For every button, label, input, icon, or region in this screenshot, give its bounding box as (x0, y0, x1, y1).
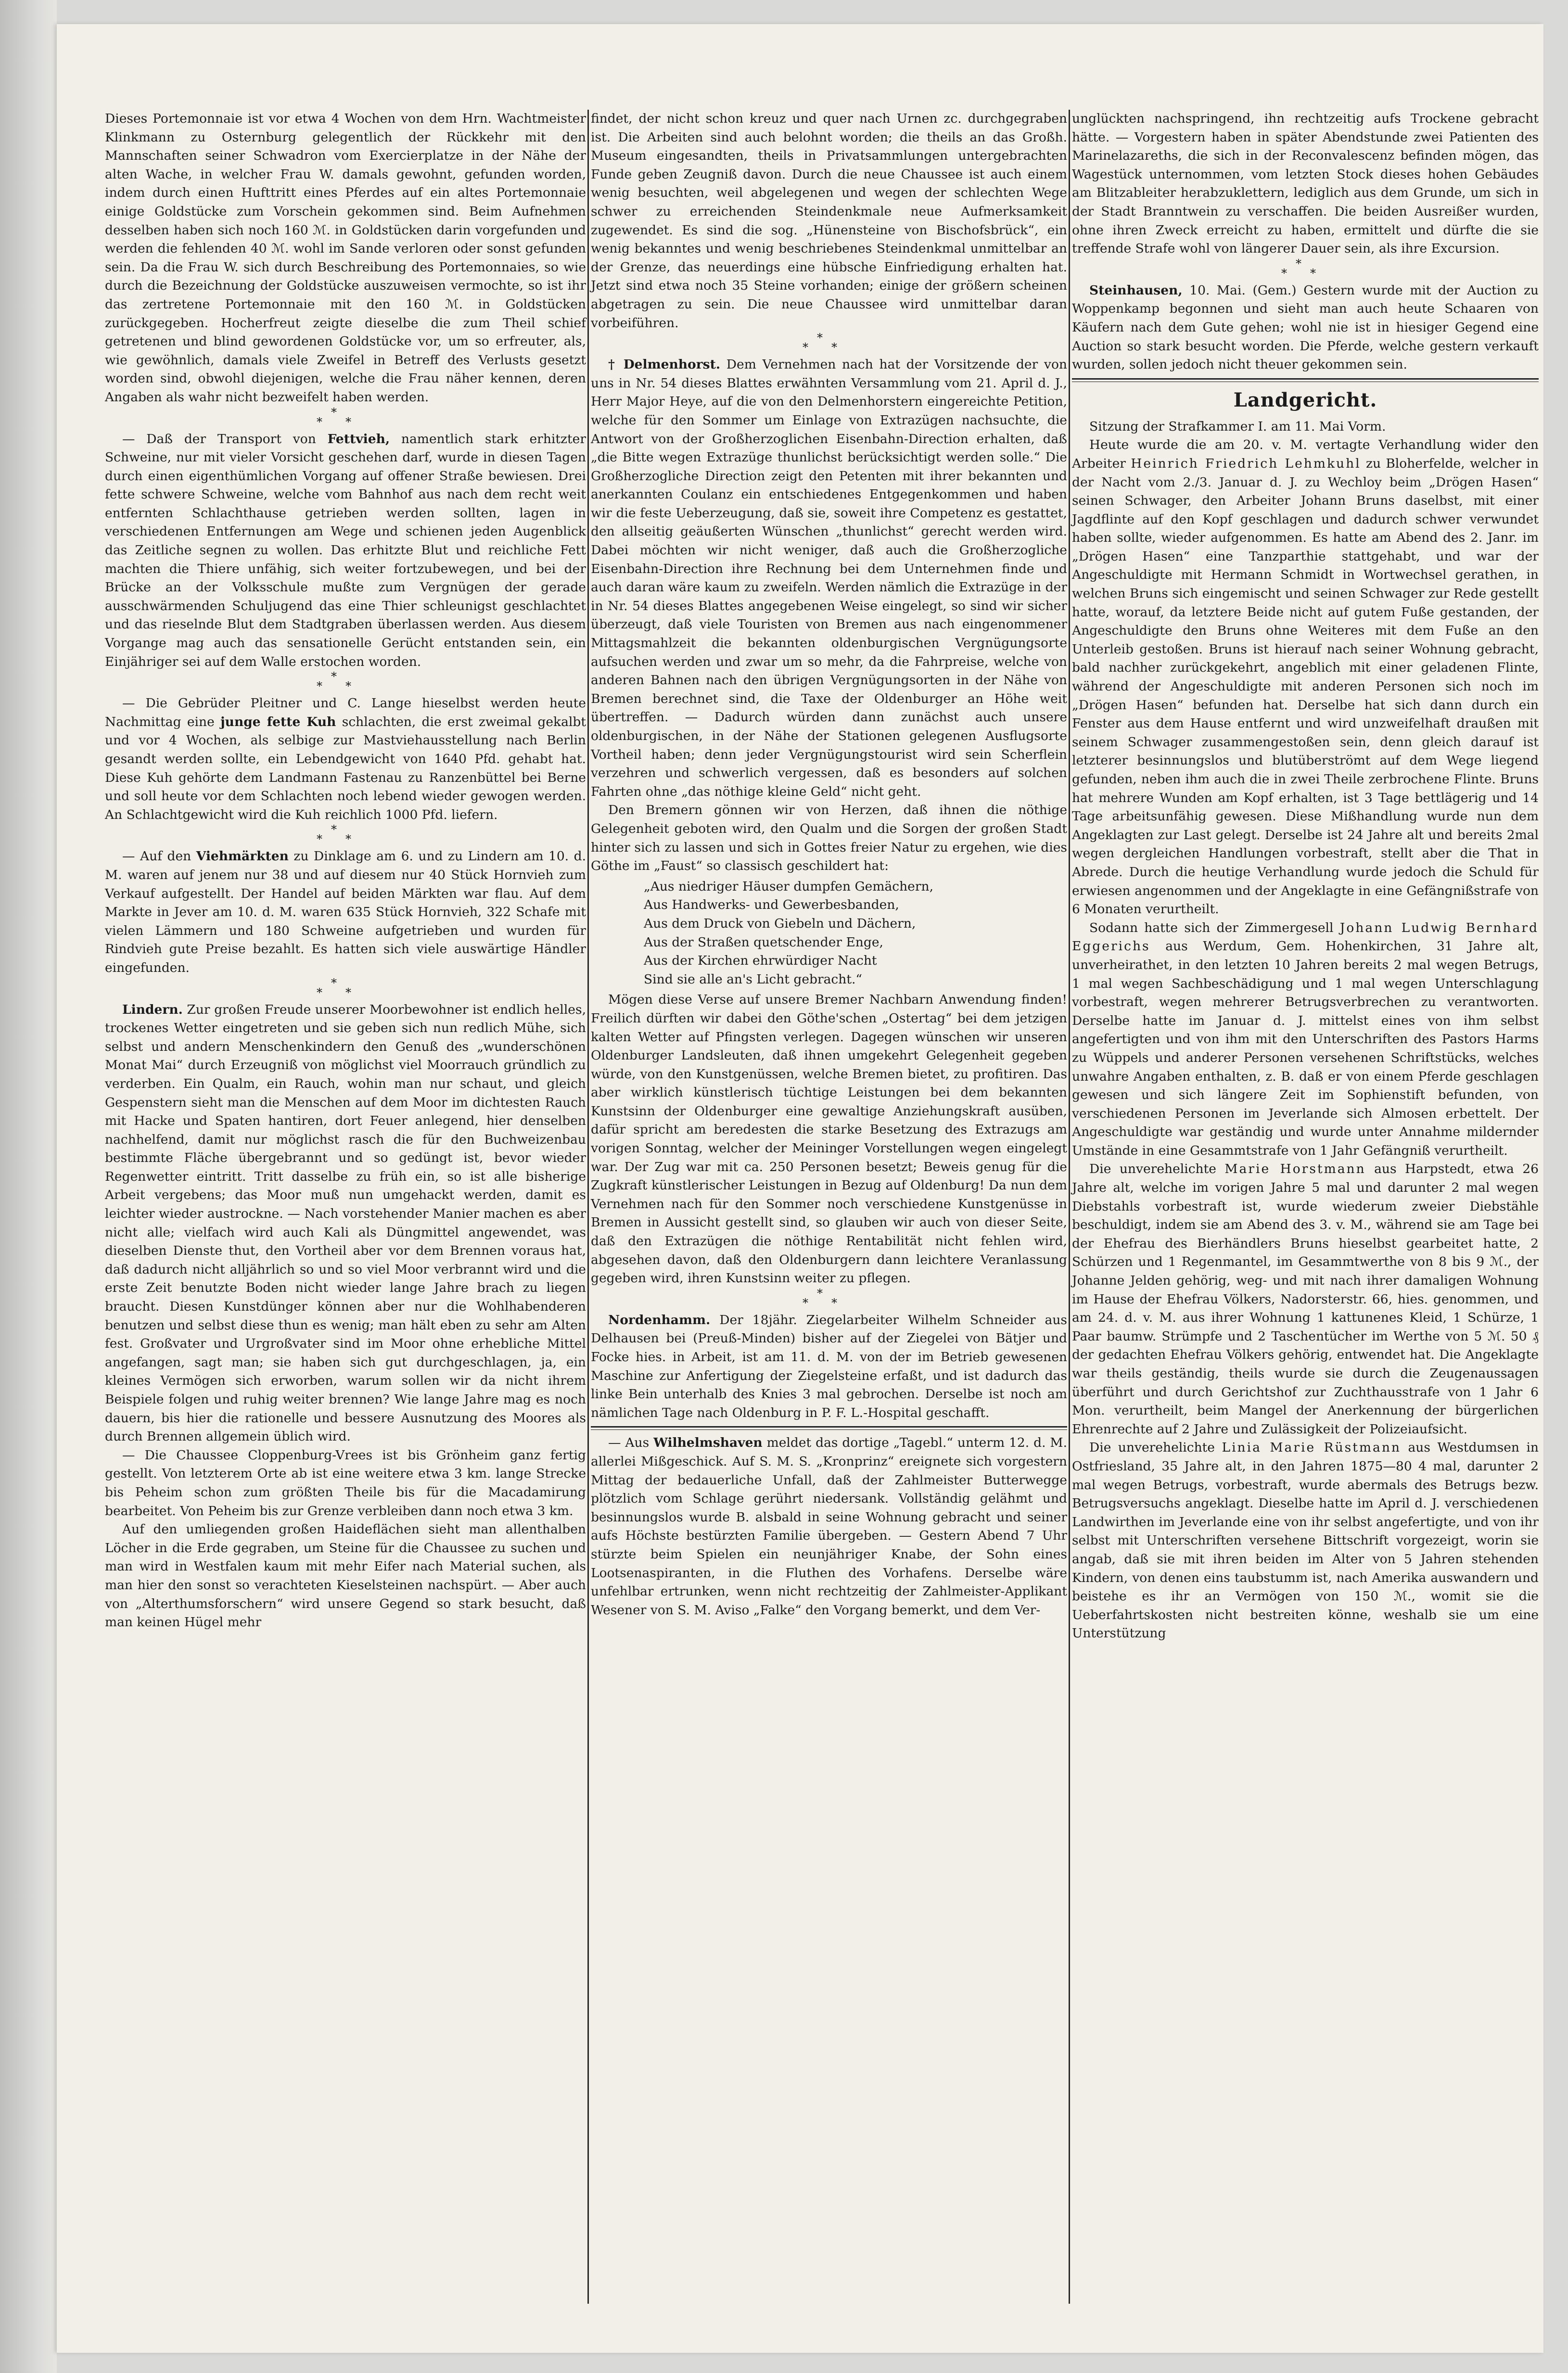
section-rule (1072, 378, 1539, 382)
section-separator: * * * (803, 331, 837, 355)
case-horstmann: Die unverehelichte Marie Horstmann aus Harpstedt, etwa 26 Jahre alt, welche im vorigen Jahre 5 mal und darunter 2 mal wegen Diebstahls vorbestraft ist, wurde wiederum zweier Diebstähle beschuldigt, indem sie am Abend des 3. v. M., während sie am Tage bei der Ehefrau des Bierhändlers Bruns hieselbst gearbeitet hatte, 2 Schürzen und 1 Regenmantel, im Gesammtwerthe von 8 bis 9 ℳ., der Johanne Jelden gehörig, weg- und mit nach ihrer damaligen Wohnung im Hause der Ehefrau Völkers, Nadorsterstr. 66, hies. genommen, und am 24. d. v. M. aus ihrer Wohnung 1 kattunenes Kleid, 1 Schürze, 1 Paar baumw. Strümpfe und 2 Taschentücher im Werthe von 5 ℳ. 50 ₰ der gedachten Ehefrau Völkers gehörig, entwendet hat. Die Angeklagte war theils geständig, theils wurde sie durch die Zeugenaussagen überführt und durch Gerichtshof zur Zuchthausstrafe von 1 Jahr 6 Mon. verurtheilt, beim Mangel der Anerkennung der bürgerlichen Ehrenrechte auf 2 Jahre und Zulässigkeit der Polizeiaufsicht. (1072, 1161, 1539, 1437)
article-viehmaerkte: — Auf den Viehmärkten zu Dinklage am 6. und zu Lindern am 10. d. M. waren auf jenem nur 38 und auf diesem nur 40 Stück Hornvieh zum Verkauf aufgestellt. Der Handel auf beiden Märkten war flau. Auf dem Markte in Jever am 10. d. M. waren 635 Stück Hornvieh, 322 Schafe mit vielen Lämmern und 180 Schweine aufgetrieben und wurden für Rindvieh gute Preise bezahlt. Es hatten sich viele auswärtige Händler eingefunden. (105, 849, 586, 975)
column-rule (587, 110, 589, 2304)
article-nordenhamm: Nordenhamm. Der 18jähr. Ziegelarbeiter Wilhelm Schneider aus Delhausen bei (Preuß-Minden) bisher auf der Ziegelei von Bätjer und Focke hies. in Arbeit, ist am 11. d. M. von der im Betrieb gewesenen Maschine zur Anfertigung der Ziegelsteine erfaßt, und ist dadurch das linke Bein unterhalb des Knies 3 mal gebrochen. Derselbe ist noch am nämlichen Tage nach Oldenburg in P. F. L.-Hospital geschafft. (591, 1312, 1067, 1420)
article-kunstgenuesse: Mögen diese Verse auf unsere Bremer Nachbarn Anwendung finden! Freilich dürften wir dabei den Göthe'schen „Ostertag“ bei dem jetzigen kalten Wetter auf Pfingsten verlegen. Dagegen wünschen wir unseren Oldenburger Landsleuten, daß ihnen umgekehrt Gelegenheit gegeben würde, von den Kunstgenüssen, welche Bremen bietet, zu profitiren. Das aber wirklich künstlerisch tüchtige Leistungen bei dem bekannten Kunstsinn der Oldenburger eine gewaltige Anziehungskraft ausüben, dafür spricht am beredesten die starke Besetzung des Extrazugs am vorigen Sonntag, welcher der Meininger Vorstellungen wegen eingelegt war. Der Zug war mit ca. 250 Personen besetzt; Beweis genug für die Zugkraft künstlerischer Leistungen in Bezug auf Oldenburg! Da nun dem Vernehmen nach für den Sommer noch verschiedene Kunstgenüsse in Bremen in Aussicht gestellt sind, so glauben wir auch von dieser Seite, daß den Extrazügen die nöthige Rentabilität nicht fehlen wird, abgesehen davon, daß den Oldenburgern dann leichtere Veranlassung gegeben wird, ihren Kunstsinn weiter zu pflegen. (591, 992, 1067, 1286)
section-separator: * * * (317, 405, 351, 429)
section-separator: * * * (317, 670, 351, 693)
column-rule (1069, 110, 1070, 2304)
section-rule (591, 1426, 1067, 1430)
court-session-line: Sitzung der Strafkammer I. am 11. Mai Vorm. (1089, 419, 1386, 434)
column-2 (591, 110, 1067, 1620)
article-huenensteine: findet, der nicht schon kreuz und quer nach Urnen zc. durchgegraben ist. Die Arbeiten sind auch belohnt worden; die theils an das Großh. Museum eingesandten, theils in Privatsammlungen untergebrachten Funde geben Zeugniß davon. Durch die neue Chaussee ist auch einem wenig besuchten, weil abgelegenen und wegen der schlechten Wege schwer zu erreichenden Steindenkmale neue Aufmerksamkeit zugewendet. Es sind die sog. „Hünensteine von Bischofsbrück“, ein wenig bekanntes und wenig beschriebenes Steindenkmal unmittelbar an der Grenze, das neuerdings eine hübsche Einfriedigung erhalten hat. Jetzt sind etwa noch 35 Steine vorhanden; einige der größern scheinen abgetragen zu sein. Die neue Chaussee wird unmittelbar daran vorbeiführen. (591, 111, 1067, 331)
case-lehmkuhl: Heute wurde die am 20. v. M. vertagte Verhandlung wider den Arbeiter Heinrich Friedrich Lehmkuhl zu Bloherfelde, welcher in der Nacht vom 2./3. Januar d. J. zu Wechloy beim „Drögen Hasen“ seinen Schwager, den Arbeiter Johann Bruns daselbst, mit einer Jagdflinte auf den Kopf geschlagen und dadurch schwer verwundet haben sollte, wieder aufgenommen. Es hatte am Abend des 2. Janr. im „Drögen Hasen“ eine Tanzparthie stattgehabt, und war der Angeschuldigte mit Hermann Schmidt in Wortwechsel gerathen, in welchen Bruns sich eingemischt und seinen Schwager zur Rede gestellt hatte, worauf, da letztere Beide nicht auf gutem Fuße gestanden, der Angeschuldigte den Bruns ohne Weiteres mit dem Fuße an den Unterleib gestoßen. Bruns ist hierauf nach seiner Wohnung gebracht, bald nachher zurückgekehrt, angeblich mit einer geladenen Flinte, während der Angeschuldigte mit anderen Personen sich noch im „Drögen Hasen“ befunden hat. Derselbe hat sich dann durch ein Fenster aus dem Hause entfernt und wird unzweifelhaft draußen mit seinem Schwager zusammengestoßen sein, denn gleich darauf ist letzterer besinnungslos und blutüberströmt auf dem Wege liegend gefunden, neben ihm auch die in zwei Theile zerbrochene Flinte. Bruns hat mehrere Wunden am Kopf erhalten, ist 3 Tage bettlägerig und 14 Tage arbeitsunfähig gewesen. Diese Mißhandlung wurde nun dem Angeklagten zur Last gelegt. Derselbe ist 24 Jahre alt und bereits 2mal wegen dergleichen Handlungen vorbestraft, stellt aber die That in Abrede. Durch die heutige Verhandlung wurde jedoch die Schuld für erwiesen angenommen und der Angeklagte in eine Gefängnißstrafe von 6 Monaten verurtheilt. (1072, 437, 1539, 917)
binding-gutter (0, 0, 57, 2373)
section-heading-landgericht: Landgericht. (1233, 388, 1377, 411)
section-separator: * * * (803, 1286, 837, 1310)
article-steinhausen: Steinhausen, 10. Mai. (Gem.) Gestern wurde mit der Auction zu Woppenkamp begonnen und sieht man auch heute Schaaren von Käufern nach dem Gute gehen; wohl nie ist in hiesiger Gegend eine Auction so stark besucht worden. Die Pferde, welche gestern verkauft wurden, sollen jedoch nicht theuer gekommen sein. (1072, 282, 1539, 372)
case-ruestmann: Die unverehelichte Linia Marie Rüstmann aus Westdumsen in Ostfriesland, 35 Jahre alt, in den Jahren 1875—80 4 mal, darunter 2 mal wegen Betrugs, vorbestraft, wurde abermals des Betrugs bezw. Betrugsversuchs angeklagt. Dieselbe hatte im April d. J. verschiedenen Landwirthen im Jeverlande eine von ihr selbst angefertigte, und von ihr selbst mit Unterschriften versehene Bittschrift vorgezeigt, worin sie angab, daß sie mit ihren beiden im Alter von 5 Jahren stehenden Kindern, von denen eins taubstumm ist, nach Amerika auswandern und beistehe es ihr an Vermögen von 150 ℳ., womit sie die Ueberfahrtskosten nicht bestreiten könne, weshalb sie um eine Unterstützung (1072, 1440, 1539, 1641)
article-fette-kuh: — Die Gebrüder Pleitner und C. Lange hieselbst werden heute Nachmittag eine junge fette Kuh schlachten, die erst zweimal gekalbt und vor 4 Wochen, als selbige zur Mastviehausstellung nach Berlin gesandt werden sollte, ein Lebendgewicht von 1640 Pfd. gehabt hat. Diese Kuh gehörte dem Landmann Fastenau zu Ranzenbüttel bei Berne und soll heute vor dem Schlachten noch lebend wieder gewogen werden. An Schlachtgewicht wird die Kuh reichlich 1000 Pfd. liefern. (105, 696, 586, 822)
article-chaussee: — Die Chaussee Cloppenburg-Vrees ist bis Grönheim ganz fertig gestellt. Von letzterem Orte ab ist eine weitere etwa 3 km. lange Strecke bis Peheim schon zum größten Theile bis für die Macadamirung bearbeitet. Von Peheim bis zur Grenze verbleiben dann noch etwa 3 km. (105, 1447, 586, 1518)
case-eggerichs: Sodann hatte sich der Zimmergesell Johann Ludwig Bernhard Eggerichs aus Werdum, Gem. Hohenkirchen, 31 Jahre alt, unverheirathet, in den letzten 10 Jahren bereits 2 mal wegen Betrugs, 1 mal wegen Sachbeschädigung und 1 mal wegen Unterschlagung vorbestraft, wegen mehrerer Betrugsverbrechen zu verantworten. Derselbe hatte im Januar d. J. mittelst eines von ihm selbst angefertigten und von ihm mit den Unterschriften des Pastors Harms zu Wüppels und anderer Personen versehenen Schriftstücks, welches unwahre Angaben enthalten, z. B. daß er von einem Pferde geschlagen gewesen und sich längere Zeit im Sophienstift befunden, von verschiedenen Personen im Jeverlande sich Almosen erbettelt. Der Angeschuldigte war geständig und wurde unter Annahme mildernder Umstände in eine Gesammtstrafe von 1 Jahr Gefängniß verurtheilt. (1072, 920, 1539, 1158)
article-wilhelmshaven: — Aus Wilhelmshaven meldet das dortige „Tagebl.“ unterm 12. d. M. allerlei Mißgeschick. Auf S. M. S. „Kronprinz“ ereignete sich vorgestern Mittag der bedauerliche Unfall, daß der Zahlmeister Butterwegge plötzlich vom Schlage gerührt niedersank. Vollständig gelähmt und besinnungslos wurde B. alsbald in seine Wohnung gebracht und seiner aufs Höchste bestürzten Familie übergeben. — Gestern Abend 7 Uhr stürzte beim Spielen ein neunjähriger Knabe, der Sohn eines Lootsenaspiranten, in die Fluthen des Vorhafens. Derselbe wäre unfehlbar ertrunken, wenn nicht rechtzeitig der Zahlmeister-Applikant Wesener von S. M. Aviso „Falke“ den Vorgang bemerkt, und dem Ver- (591, 1435, 1067, 1618)
article-haideflaechen: Auf den umliegenden großen Haideflächen sieht man allenthalben Löcher in die Erde gegraben, um Steine für die Chaussee zu suchen und man wird in Westfalen kaum mit mehr Eifer nach Material suchen, als man hier den sonst so verachteten Kieselsteinen nachspürt. — Aber auch von „Alterthumsforschern“ wird unsere Gegend so stark besucht, daß man keinen Hügel mehr (105, 1522, 586, 1630)
article-bremer: Den Bremern gönnen wir von Herzen, daß ihnen die nöthige Gelegenheit geboten wird, den Qualm und die Sorgen der großen Stadt hinter sich zu lassen und sich in Gottes freier Natur zu ergehen, wie dies Göthe im „Faust“ so classisch geschildert hat: (591, 803, 1067, 874)
article-fettvieh: — Daß der Transport von Fettvieh, namentlich stark erhitzter Schweine, nur mit vieler Vorsicht geschehen darf, wurde in diesen Tagen durch einen eigenthümlichen Vorgang auf offener Straße bewiesen. Drei fette schwere Schweine, welche vom Bahnhof aus nach dem recht weit entfernten Schlachthause getrieben werden sollten, lagen in verschiedenen Entfernungen am Wege und schienen jeden Augenblick das Zeitliche segnen zu wollen. Das erhitzte Blut und reichliche Fett machten die Thiere unfähig, sich weiter fortzubewegen, und bei der Brücke an der Volksschule mußte zum Vergnügen der gerade ausschwärmenden Schuljugend das eine Thier schleunigst geschlachtet und das rieselnde Blut dem Stadtgraben überlassen werden. Aus diesem Vorgange mag auch das sensationelle Gerücht entstanden sein, ein Einjähriger sei auf dem Walle erstochen worden. (105, 431, 586, 669)
section-separator: * * * (317, 976, 351, 999)
article-marinelazareth: unglückten nachspringend, ihn rechtzeitig aufs Trockene gebracht hätte. — Vorgestern haben in später Abendstunde zwei Patienten des Marinelazareths, die sich in der Reconvalescenz befinden mögen, das Wagestück unternommen, vom letzten Stock dieses hohen Gebäudes am Blitzableiter herabzuklettern, lediglich aus dem Grunde, um sich in der Stadt Branntwein zu verschaffen. Die beiden Ausreißer wurden, ohne ihren Zweck erreicht zu haben, ermittelt und dürfte die sie treffende Strafe wohl von längerer Dauer sein, als ihre Excursion. (1072, 111, 1539, 256)
newspaper-page (57, 24, 1543, 2353)
section-separator: * * * (317, 823, 351, 846)
column-3 (1072, 110, 1539, 1643)
column-1 (105, 110, 586, 1632)
article-portemonnaie: Dieses Portemonnaie ist vor etwa 4 Wochen von dem Hrn. Wachtmeister Klinkmann zu Osternburg gelegentlich der Rückkehr mit den Mannschaften seiner Schwadron vom Exercierplatze in der Nähe der alten Wache, in welcher Frau W. damals gewohnt, gefunden worden, indem durch einen Hufttritt eines Pferdes auf ein altes Portemonnaie einige Goldstücke zum Vorschein gekommen sind. Beim Aufnehmen desselben haben sich noch 160 ℳ. in Goldstücken darin vorgefunden und werden die fehlenden 40 ℳ. wohl im Sande verloren oder sonst gefunden sein. Da die Frau W. sich durch Beschreibung des Portemonnaies, so wie durch die Bezeichnung der Goldstücke auszuweisen vermochte, so ist ihr das zertretene Portemonnaie mit den 160 ℳ. in Goldstücken zurückgegeben. Hocherfreut zeigte dieselbe die zum Theil schief getretenen und blind gewordenen Goldstücke vor, um so erfreuter, als, wie gewöhnlich, damals viele Zweifel in Betreff des Verlusts gesetzt worden sind, obwohl diejenigen, welche die Frau näher kennen, deren Angaben als wahr nicht bezweifelt haben werden. (105, 111, 586, 405)
section-separator: * * * (1281, 256, 1316, 280)
faust-quotation: „Aus niedriger Häuser dumpfen Gemächern, Aus Handwerks- und Gewerbesbanden, Aus dem Druck von Giebeln und Dächern, Aus der Straßen quetschender Enge, Aus der Kirchen ehrwürdiger Nacht Sind sie alle an's Licht gebracht.“ (644, 879, 934, 987)
article-lindern: Lindern. Zur großen Freude unserer Moorbewohner ist endlich helles, trockenes Wetter eingetreten und sie geben sich nun redlich Mühe, sich selbst und andern Menschenkindern den Genuß des „wunderschönen Monat Mai“ durch Erzeugniß von möglichst viel Moorrauch gründlich zu verderben. Ein Qualm, ein Rauch, wohin man nur schaut, und gleich Gespenstern sieht man die Menschen auf dem Moor im dichtesten Rauch mit Hacke und Spaten hantiren, dort Feuer anlegend, hier denselben nachhelfend, damit nur möglichst rasch die für den Buchweizenbau bestimmte Fläche übergebrannt und so gedüngt ist, bevor wieder Regenwetter eintritt. Tritt dasselbe zu früh ein, so ist alle bisherige Arbeit vergebens; das Moor muß nun umgehackt werden, damit es leichter wieder austrockne. — Nach vorstehender Manier machen es aber nicht alle; vielfach wird auch Kali als Düngmittel angewendet, was dieselben Dienste thut, den Vortheil aber vor dem Brennen voraus hat, daß dadurch nicht alljährlich so und so viel Moor verbrannt wird und die erste Zeit benutzte Boden nicht wieder lange Jahre brach zu liegen braucht. Diesen Kunstdünger können aber nur die Wohlhabenderen benutzen und selbst diese thun es wenig; man hält eben zu sehr am Alten fest. Großvater und Urgroßvater sind im Moor ohne erhebliche Mittel angefangen, sagt man; sie haben sich gut durchgeschlagen, ja, ein kleines Vermögen sich erworben, warum sollen wir da nicht ihrem Beispiele folgen und ruhig weiter brennen? Wie lange Jahre mag es noch dauern, bis hier die rationelle und bessere Ausnutzung des Moores als durch Brennen allgemein üblich wird. (105, 1002, 586, 1444)
article-delmenhorst: † Delmenhorst. Dem Vernehmen nach hat der Vorsitzende der von uns in Nr. 54 dieses Blattes erwähnten Versammlung vom 21. April d. J., Herr Major Heye, auf die von den Delmenhorstern eingereichte Petition, welche für den Sommer um Einlage von Extrazügen nachsuchte, die Antwort von der Großherzoglichen Eisenbahn-Direction erhalten, daß „die Bitte wegen Extrazüge thunlichst berücksichtigt werden solle.“ Die Großherzogliche Direction zeigt den Petenten mit ihrer bekannten und anerkannten Coulanz ein entschiedenes Entgegenkommen und haben wir die feste Ueberzeugung, daß sie, soweit ihre Competenz es gestattet, den allseitig geäußerten Wünschen „thunlichst“ gerecht werden wird. Dabei möchten wir nicht weniger, daß auch die Großherzogliche Eisenbahn-Direction ihre Rechnung bei dem Unternehmen finde und auch daran wäre kaum zu zweifeln. Werden nämlich die Extrazüge in der in Nr. 54 dieses Blattes angegebenen Weise eingelegt, so sind wir sicher überzeugt, daß viele Touristen von Bremen aus nach eingenommener Mittagsmahlzeit die bekannten oldenburgischen Vergnügungsorte aufsuchen werden und zwar um so mehr, da die Fahrpreise, welche von anderen Bahnen nach den übrigen Vergnügungsorten in der Nähe von Bremen berechnet sind, die Taxe der Oldenburger an Höhe weit übertreffen. — Dadurch würden dann zunächst auch unsere oldenburgischen, in der Nähe der Stationen gelegenen Ausflugsorte Vortheil haben; denn jeder Vergnügungstourist wird sein Scherflein verzehren und schwerlich vergessen, daß es besonders auf solchen Fahrten ohne „das nöthige kleine Geld“ nicht geht. (591, 357, 1068, 799)
